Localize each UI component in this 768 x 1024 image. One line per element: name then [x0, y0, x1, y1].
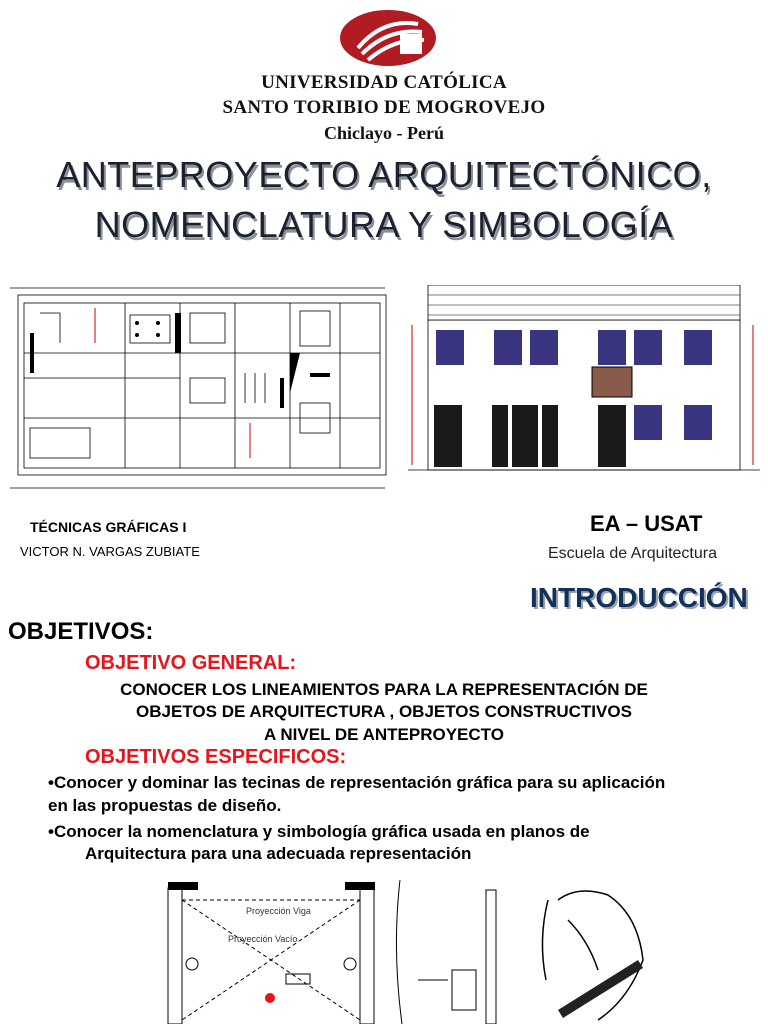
university-crest-icon [338, 8, 438, 68]
general-objective-label: OBJETIVO GENERAL: [85, 652, 297, 674]
university-name-line1: UNIVERSIDAD CATÓLICA [261, 72, 507, 93]
section-heading: INTRODUCCIÓN [530, 582, 748, 613]
facade-elevation-drawing [408, 285, 760, 475]
ceiling-projection-detail [160, 880, 386, 1024]
general-objective-line: CONOCER LOS LINEAMIENTOS PARA LA REPRESENTACIÓN DE [120, 680, 648, 699]
page-title-line1: ANTEPROYECTO ARQUITECTÓNICO, [56, 154, 712, 195]
wall-section-detail [388, 880, 498, 1024]
general-objective-line: A NIVEL DE ANTEPROYECTO [264, 725, 504, 744]
beam-projection-label: Proyección Viga [246, 906, 311, 916]
specific-objective-item: •Conocer y dominar las tecinas de representación gráfica para su aplicación [48, 773, 666, 792]
university-location: Chiclayo - Perú [324, 123, 444, 143]
specific-objectives-label: OBJETIVOS ESPECIFICOS: [85, 746, 347, 768]
hand-drawing-sketch [498, 880, 648, 1024]
objectives-title: OBJETIVOS: [8, 618, 154, 645]
page-title-line2: NOMENCLATURA Y SIMBOLOGÍA [94, 204, 674, 245]
void-projection-label: Proyección Vacío [228, 934, 298, 944]
specific-objective-item: •Conocer la nomenclatura y simbología gráfica usada en planos de [48, 822, 590, 841]
specific-objective-item: Arquitectura para una adecuada representación [85, 844, 472, 863]
course-name: TÉCNICAS GRÁFICAS I [30, 519, 187, 535]
general-objective-line: OBJETOS DE ARQUITECTURA , OBJETOS CONSTRUCTIVOS [136, 702, 632, 721]
floor-plan-drawing [0, 283, 392, 493]
org-name: EA – USAT [590, 511, 703, 536]
author-name: VICTOR N. VARGAS ZUBIATE [20, 544, 200, 559]
school-name: Escuela de Arquitectura [548, 545, 717, 562]
university-name-line2: SANTO TORIBIO DE MOGROVEJO [222, 97, 546, 118]
specific-objective-item: en las propuestas de diseño. [48, 796, 282, 815]
